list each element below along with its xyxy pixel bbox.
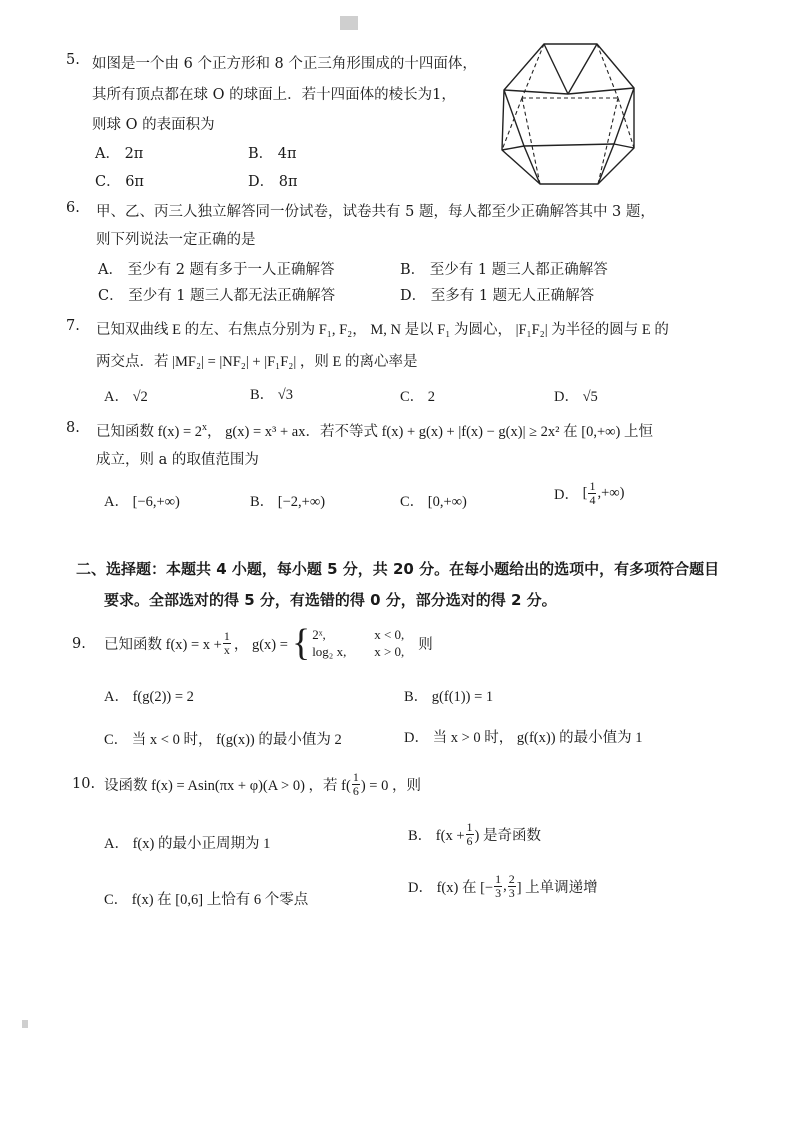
q8-option-d xyxy=(554,480,624,507)
q8-line1-sup: x xyxy=(202,422,208,434)
frac-numerator: 1 xyxy=(223,628,230,643)
q10-option-b-post: ) 是奇函数 xyxy=(474,827,541,844)
q5-number: 5. xyxy=(66,52,80,68)
q6-number: 6. xyxy=(66,200,80,216)
case-row-2 xyxy=(312,643,404,660)
q5-line3: 则球 O 的表面积为 xyxy=(92,117,215,133)
q7-option-a: A． √2 xyxy=(104,389,148,405)
frac-denominator: 6 xyxy=(352,783,359,798)
q8-option-a: A． [−6,+∞) xyxy=(104,494,180,510)
section2-header-line1: 二、选择题：本题共 4 小题，每小题 5 分，共 20 分。在每小题给出的选项中，有多项符合题目 xyxy=(76,560,720,578)
q5-option-d: D． 8π xyxy=(248,174,298,190)
q9-stem-fraction xyxy=(223,630,231,657)
frac-numerator: 1 xyxy=(589,479,596,493)
q7-line1: 已知双曲线 E 的左、右焦点分别为 F₁, F₂， M, N 是以 F₁ 为圆心， |F₁F₂| 为半径的圆与 E 的 xyxy=(96,322,669,338)
q9-option-d: D． 当 x > 0 时， g(f(x)) 的最小值为 1 xyxy=(404,730,643,746)
q5-option-a: A． 2π xyxy=(95,146,144,162)
q10-option-b-fraction xyxy=(466,821,474,848)
q9-stem-post: 则 xyxy=(418,636,433,653)
q10-number: 10. xyxy=(72,776,96,792)
scan-mark-top xyxy=(340,16,358,30)
frac-denominator: 4 xyxy=(589,493,596,507)
frac-denominator: 3 xyxy=(508,885,515,900)
q9-stem-mid: ， g(x) = xyxy=(233,636,288,653)
q6-option-c: C． 至少有 1 题三人都无法正确解答 xyxy=(98,288,336,304)
q7-line2: 两交点．若 |MF₂| = |NF₂| + |F₁F₂| ，则 E 的离心率是 xyxy=(96,354,418,370)
case2-cond: x > 0, xyxy=(374,644,405,659)
case1-cond: x < 0, xyxy=(374,627,405,642)
q8-line1 xyxy=(96,420,653,441)
q5-line2: 其所有顶点都在球 O 的球面上．若十四面体的棱长为1， xyxy=(92,87,456,103)
q6-option-a: A． 至少有 2 题有多于一人正确解答 xyxy=(98,262,335,278)
frac-numerator: 2 xyxy=(508,871,515,886)
q6-option-b: B． 至少有 1 题三人都正确解答 xyxy=(400,262,608,278)
section2-header-line2: 要求。全部选对的得 5 分，有选错的得 0 分，部分选对的得 2 分。 xyxy=(104,591,557,609)
q8-line1-rest: ， g(x) = x³ + ax．若不等式 f(x) + g(x) + |f(x) − g(x)| ≥ 2x² 在 [0,+∞) 上恒 xyxy=(207,424,653,440)
frac-denominator: 3 xyxy=(495,885,502,900)
case1-expr: 2ˣ, xyxy=(312,627,326,642)
q9-stem-pre: 已知函数 f(x) = x + xyxy=(104,636,222,653)
frac-denominator: 6 xyxy=(466,833,473,848)
q8-option-d-fraction xyxy=(588,480,596,507)
q8-number: 8. xyxy=(66,420,80,436)
case2-expr: log₂ x, xyxy=(312,644,347,659)
q10-option-d xyxy=(408,866,598,906)
q7-option-d: D． √5 xyxy=(554,389,598,405)
q5-option-b: B． 4π xyxy=(248,146,297,162)
q7-option-c: C． 2 xyxy=(400,389,436,405)
q9-option-c: C． 当 x < 0 时， f(g(x)) 的最小值为 2 xyxy=(104,732,342,748)
q10-option-d-post: ] 上单调递增 xyxy=(516,879,598,896)
q8-option-c: C． [0,+∞) xyxy=(400,494,467,510)
cuboctahedron-figure xyxy=(494,38,644,190)
q10-option-b xyxy=(408,814,541,854)
q6-option-d: D． 至多有 1 题无人正确解答 xyxy=(400,288,595,304)
q10-stem-fraction xyxy=(352,771,360,798)
q8-option-b: B． [−2,+∞) xyxy=(250,494,326,510)
left-brace-icon: { xyxy=(291,622,311,664)
q10-option-c: C． f(x) 在 [0,6] 上恰有 6 个零点 xyxy=(104,892,309,908)
q10-stem-pre: 设函数 f(x) = Asin(πx + φ)(A > 0) ，若 f( xyxy=(104,777,351,794)
frac-denominator: x xyxy=(223,642,230,657)
q7-number: 7. xyxy=(66,318,80,334)
q9-piecewise xyxy=(292,624,404,662)
q10-stem-post: ) = 0 ，则 xyxy=(360,777,421,794)
q10-option-d-comma: , xyxy=(503,877,507,894)
scan-mark-left xyxy=(22,1020,28,1028)
frac-numerator: 1 xyxy=(495,871,502,886)
q6-line1: 甲、乙、丙三人独立解答同一份试卷，试卷共有 5 题，每人都至少正确解答其中 3 题， xyxy=(96,204,655,220)
q9-option-a: A． f(g(2)) = 2 xyxy=(104,689,194,705)
frac-numerator: 1 xyxy=(466,819,473,834)
frac-numerator: 1 xyxy=(352,769,359,784)
q10-stem xyxy=(104,762,421,806)
q8-option-d-rest: ,+∞) xyxy=(597,485,625,501)
q9-stem xyxy=(104,620,433,666)
q10-option-b-pre: B． f(x + xyxy=(408,827,465,844)
piecewise-cases xyxy=(312,626,404,660)
q10-option-d-fraction-1 xyxy=(494,873,502,900)
q8-line2: 成立，则 a 的取值范围为 xyxy=(96,452,259,468)
q10-option-d-pre: D． f(x) 在 [− xyxy=(408,879,494,896)
q10-option-d-fraction-2 xyxy=(508,873,516,900)
q5-line1: 如图是一个由 6 个正方形和 8 个正三角形围成的十四面体， xyxy=(92,56,477,72)
q5-option-c: C． 6π xyxy=(95,174,144,190)
q8-line1-pre: 已知函数 f(x) = 2 xyxy=(96,424,203,440)
q9-option-b: B． g(f(1)) = 1 xyxy=(404,689,494,705)
q7-option-b: B． √3 xyxy=(250,387,294,403)
q10-option-a: A． f(x) 的最小正周期为 1 xyxy=(104,836,271,852)
q8-option-d-bracket: [ xyxy=(582,485,588,501)
q6-line2: 则下列说法一定正确的是 xyxy=(96,232,256,248)
case-row-1 xyxy=(312,626,404,643)
q9-number: 9. xyxy=(72,636,86,652)
q8-option-d-label: D． xyxy=(554,487,579,503)
